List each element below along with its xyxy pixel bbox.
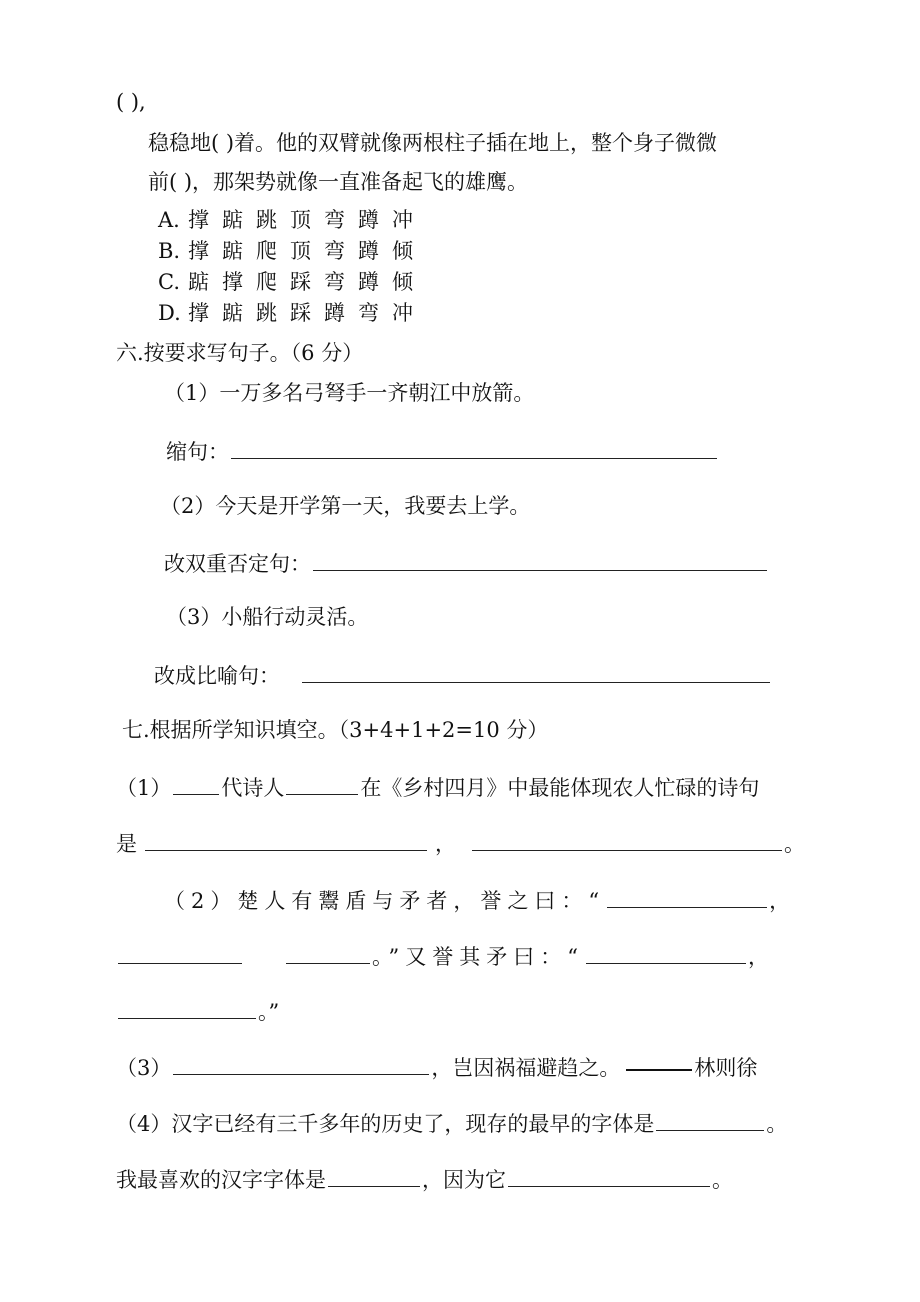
answer-blank[interactable] (231, 440, 717, 459)
q6-item1-prompt: 缩句： (166, 440, 229, 464)
q7-part3: （3） ，岂因祸福避趋之。 林则徐 (116, 1056, 758, 1080)
q5-option-b[interactable]: B. 撑 踮 爬 顶 弯 蹲 倾 (158, 239, 413, 263)
favorite-font-blank[interactable] (328, 1168, 420, 1187)
q7-part4-line2: 我最喜欢的汉字字体是 ，因为它 。 (116, 1168, 733, 1192)
answer-blank[interactable] (302, 664, 770, 683)
q5-option-c[interactable]: C. 踮 撑 爬 踩 弯 蹲 倾 (158, 270, 413, 294)
answer-blank[interactable] (313, 552, 767, 571)
q7-part1-line1: （1） 代诗人 在《乡村四月》中最能体现农人忙碌的诗句 (116, 776, 760, 800)
quote-blank[interactable] (607, 889, 767, 908)
q5-line2: 前( )，那架势就像一直准备起飞的雄鹰。 (148, 170, 529, 194)
q6-heading: 六.按要求写句子。（6 分） (116, 341, 364, 365)
poem-line-blank[interactable] (173, 1056, 429, 1075)
q6-item1-answer (166, 440, 719, 463)
q5-option-d[interactable]: D. 撑 踮 跳 踩 蹲 弯 冲 (158, 301, 413, 325)
option-label: A. (158, 208, 180, 232)
q6-item3-answer (154, 664, 772, 687)
q6-item3: （3）小船行动灵活。 (166, 605, 369, 629)
quote-blank[interactable] (118, 945, 242, 964)
q7-part1-line2: 是 ， 。 (116, 832, 805, 856)
em-dash (626, 1069, 692, 1071)
q6-item1: （1）一万多名弓弩手一齐朝江中放箭。 (164, 381, 535, 405)
dynasty-blank[interactable] (173, 776, 219, 795)
q6-item2-prompt: 改双重否定句： (164, 552, 311, 576)
poem-line-blank[interactable] (145, 832, 427, 851)
option-label: C. (158, 270, 180, 294)
option-label: B. (158, 239, 181, 263)
q5-line1: 稳稳地( )着。他的双臂就像两根柱子插在地上，整个身子微微 (148, 131, 718, 155)
q5-line0: ( ), (116, 90, 146, 114)
q6-item2: （2）今天是开学第一天，我要去上学。 (160, 494, 531, 518)
quote-blank[interactable] (586, 945, 746, 964)
q7-part4-line1: （4）汉字已经有三千多年的历史了，现存的最早的字体是 。 (116, 1112, 788, 1136)
option-label: D. (158, 301, 181, 325)
q7-part2-line1: （2）楚人有鬻盾与矛者，誉之曰：“ ， (164, 889, 797, 913)
q7-heading: 七.根据所学知识填空。（3+4+1+2=10 分） (122, 718, 549, 742)
poem-line-blank[interactable] (472, 832, 782, 851)
q6-item2-answer (164, 552, 769, 575)
q6-item3-prompt: 改成比喻句： (154, 664, 280, 688)
font-blank[interactable] (656, 1112, 764, 1131)
reason-blank[interactable] (508, 1168, 710, 1187)
q7-part2-line2: 。”又誉其矛曰：“ ， (116, 945, 775, 968)
q7-part2-line3: 。” (116, 1000, 279, 1023)
poet-blank[interactable] (286, 776, 358, 795)
quote-blank[interactable] (118, 1000, 256, 1019)
quote-blank[interactable] (286, 945, 370, 964)
q5-option-a[interactable]: A. 撑 踮 跳 顶 弯 蹲 冲 (158, 208, 413, 232)
